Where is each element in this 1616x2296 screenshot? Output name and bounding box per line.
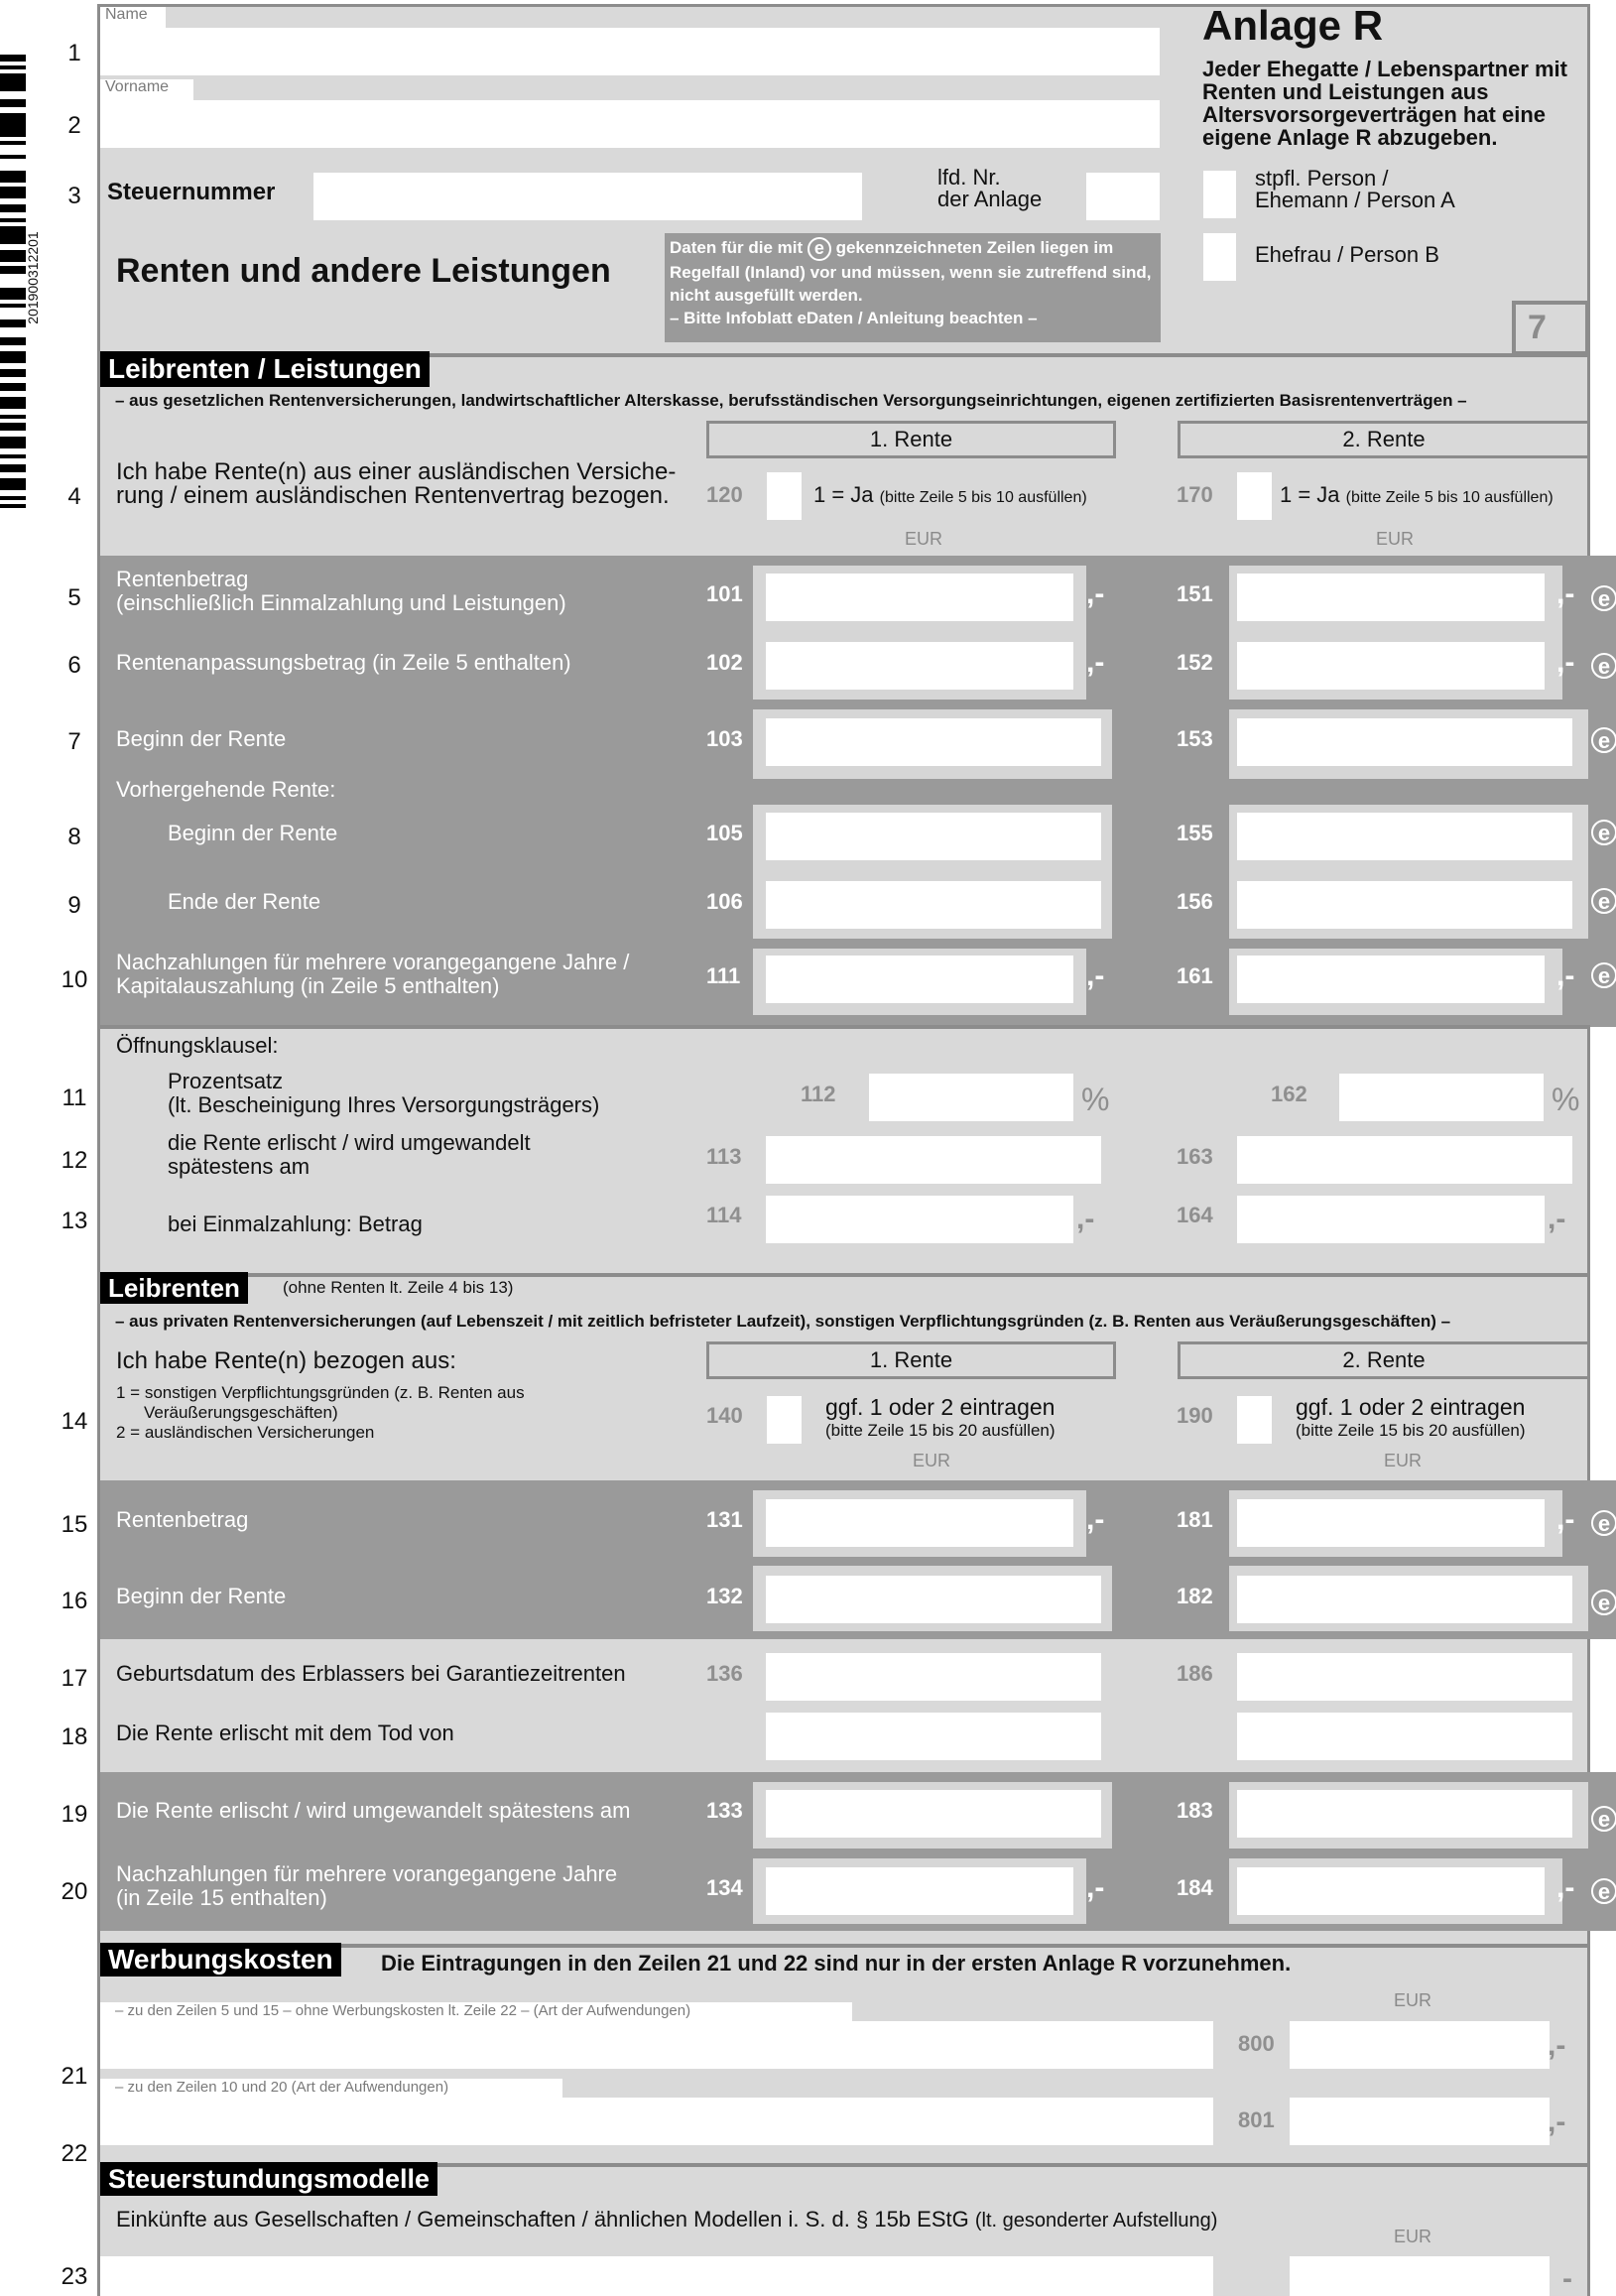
code-103: 103	[706, 726, 743, 751]
oeffnungsklausel-label: Öffnungsklausel:	[116, 1033, 279, 1058]
code-152: 152	[1177, 650, 1213, 675]
code-140: 140	[706, 1403, 743, 1428]
field-800[interactable]	[1290, 2021, 1550, 2069]
e-data-icon: e	[1591, 962, 1616, 988]
field-190[interactable]	[1237, 1396, 1272, 1444]
e-data-icon: e	[1591, 820, 1616, 845]
section-title-steuerstundungsmodelle: Steuerstundungsmodelle	[100, 2162, 437, 2196]
field-152[interactable]	[1237, 642, 1545, 690]
comma-dash: ,-	[1086, 577, 1105, 610]
e-data-icon: e	[1591, 888, 1616, 914]
field-140[interactable]	[767, 1396, 802, 1444]
werbungskosten-note: Die Eintragungen in den Zeilen 21 und 22 sind nur in der ersten Anlage R vorzunehmen.	[381, 1951, 1292, 1976]
code-163: 163	[1177, 1144, 1213, 1169]
code-136: 136	[706, 1661, 743, 1686]
field-162[interactable]	[1339, 1074, 1544, 1121]
code-186: 186	[1177, 1661, 1213, 1686]
row14-label: Ich habe Rente(n) bezogen aus:	[116, 1347, 456, 1374]
code-101: 101	[706, 581, 743, 606]
row21-label: – zu den Zeilen 5 und 15 – ohne Werbungskosten lt. Zeile 22 – (Art der Aufwendungen)	[115, 2002, 691, 2019]
lfd-nr-label: lfd. Nr. der Anlage	[937, 165, 1043, 211]
field-801[interactable]	[1290, 2098, 1550, 2145]
code-155: 155	[1177, 821, 1213, 845]
field-105[interactable]	[766, 813, 1101, 860]
field-181[interactable]	[1237, 1499, 1545, 1547]
code-190: 190	[1177, 1403, 1213, 1428]
line-number: 5	[67, 584, 81, 611]
line-number: 1	[67, 40, 81, 66]
row14-hint-2: ggf. 1 oder 2 eintragen (bitte Zeile 15 bis 20 ausfüllen)	[1296, 1394, 1526, 1440]
name-input[interactable]	[100, 28, 1160, 75]
field-155[interactable]	[1237, 813, 1572, 860]
vorhergehende-rente-label: Vorhergehende Rente:	[116, 777, 336, 802]
line-number: 19	[61, 1801, 88, 1828]
field-133[interactable]	[766, 1790, 1101, 1838]
line-number: 18	[61, 1723, 88, 1750]
eur-label: EUR	[1376, 529, 1415, 549]
field-186[interactable]	[1237, 1653, 1572, 1701]
field-120[interactable]	[767, 472, 802, 520]
section-title-leibrenten-leistungen: Leibrenten / Leistungen	[100, 351, 430, 387]
code-161: 161	[1177, 963, 1213, 988]
field-183[interactable]	[1237, 1790, 1572, 1838]
e-data-icon: e	[1591, 585, 1616, 611]
code-162: 162	[1271, 1082, 1307, 1106]
code-182: 182	[1177, 1584, 1213, 1608]
col-header-1-rente: 1. Rente	[706, 1341, 1116, 1379]
row5-label: Rentenbetrag (einschließlich Einmalzahlung und Leistungen)	[116, 567, 566, 615]
line-number: 20	[61, 1878, 88, 1905]
person-a-label: stpfl. Person / Ehemann / Person A	[1255, 166, 1455, 212]
comma-dash: ,-	[1556, 646, 1575, 679]
field-111[interactable]	[766, 956, 1073, 1003]
page-title: Renten und andere Leistungen	[116, 252, 611, 290]
row4-label: Ich habe Rente(n) aus einer ausländischen Versiche- rung / einem ausländischen Rentenvertrag bezogen.	[116, 458, 677, 509]
field-101[interactable]	[766, 574, 1073, 621]
field-151[interactable]	[1237, 574, 1545, 621]
code-112: 112	[801, 1082, 836, 1106]
code-153: 153	[1177, 726, 1213, 751]
comma-dash: ,-	[1086, 1503, 1105, 1536]
line-number: 11	[62, 1084, 87, 1111]
comma-dash: ,-	[1556, 959, 1575, 992]
field-102[interactable]	[766, 642, 1073, 690]
line-number: 6	[67, 652, 81, 679]
comma-dash: ,-	[1556, 1503, 1575, 1536]
field-112[interactable]	[869, 1074, 1073, 1121]
e-data-icon: e	[1591, 1878, 1616, 1904]
line-number: 14	[61, 1408, 88, 1435]
section2-title-note: (ohne Renten lt. Zeile 4 bis 13)	[283, 1278, 514, 1297]
row4-option-1: 1 = Ja (bitte Zeile 5 bis 10 ausfüllen)	[813, 482, 1087, 507]
field-134[interactable]	[766, 1867, 1073, 1915]
field-row18-2[interactable]	[1237, 1713, 1572, 1760]
row22-description-input[interactable]	[100, 2098, 1213, 2145]
code-164: 164	[1177, 1203, 1213, 1227]
row4-option-2: 1 = Ja (bitte Zeile 5 bis 10 ausfüllen)	[1280, 482, 1554, 507]
line-number: 12	[61, 1147, 88, 1174]
form-title: Anlage R	[1202, 2, 1384, 49]
field-153[interactable]	[1237, 718, 1572, 766]
code-151: 151	[1177, 581, 1213, 606]
code-183: 183	[1177, 1798, 1213, 1823]
row18-label: Die Rente erlischt mit dem Tod von	[116, 1721, 454, 1745]
line-number: 4	[67, 483, 81, 510]
row14-options: 1 = sonstigen Verpflichtungsgründen (z. B. Renten aus Veräußerungsgeschäften) 2 = ausländischen Versicherungen	[116, 1383, 525, 1442]
code-184: 184	[1177, 1875, 1213, 1900]
field-row23-amount[interactable]	[1290, 2256, 1550, 2296]
row11-label: Prozentsatz (lt. Bescheinigung Ihres Versorgungsträgers)	[168, 1069, 600, 1117]
row23-description-input[interactable]	[100, 2256, 1213, 2296]
comma-dash: ,-	[1556, 577, 1575, 610]
section-divider	[100, 1025, 1590, 1029]
row6-label: Rentenanpassungsbetrag (in Zeile 5 enthalten)	[116, 650, 571, 675]
code-114: 114	[706, 1203, 742, 1227]
col-header-2-rente: 2. Rente	[1178, 1341, 1590, 1379]
eur-label: EUR	[1394, 2227, 1432, 2246]
e-data-icon: e	[1591, 1590, 1616, 1615]
code-111: 111	[706, 963, 741, 988]
code-170: 170	[1177, 482, 1213, 507]
row19-label: Die Rente erlischt / wird umgewandelt spätestens am	[116, 1798, 631, 1823]
comma-dash: ,-	[1086, 646, 1105, 679]
e-data-icon: e	[1591, 1806, 1616, 1832]
line-number: 16	[61, 1588, 88, 1614]
form-note: Jeder Ehegatte / Lebenspartner mit Renten und Leistungen aus Altersvorsorgeverträgen hat eine eigene Anlage R abzugeben.	[1202, 57, 1567, 150]
person-b-label: Ehefrau / Person B	[1255, 242, 1439, 267]
line-number: 13	[61, 1208, 88, 1234]
row17-label: Geburtsdatum des Erblassers bei Garantiezeitrenten	[116, 1661, 626, 1686]
field-106[interactable]	[766, 881, 1101, 929]
section-title-werbungskosten: Werbungskosten	[100, 1943, 341, 1977]
lfd-nr-input[interactable]	[1086, 173, 1160, 220]
line-number: 7	[67, 728, 81, 755]
vorname-input[interactable]	[100, 100, 1160, 148]
percent-sign: %	[1552, 1082, 1580, 1117]
code-156: 156	[1177, 889, 1213, 914]
row13-label: bei Einmalzahlung: Betrag	[168, 1212, 423, 1236]
code-105: 105	[706, 821, 743, 845]
e-data-icon: e	[1591, 653, 1616, 679]
col-header-2-rente: 2. Rente	[1178, 421, 1590, 458]
row14-hint-1: ggf. 1 oder 2 eintragen (bitte Zeile 15 bis 20 ausfüllen)	[825, 1394, 1056, 1440]
steuernummer-label: Steuernummer	[107, 179, 276, 205]
line-number: 15	[61, 1511, 88, 1538]
row16-label: Beginn der Rente	[116, 1584, 287, 1608]
code-120: 120	[706, 482, 743, 507]
line-number: 23	[61, 2263, 88, 2290]
section-title-leibrenten: Leibrenten	[100, 1272, 248, 1304]
code-106: 106	[706, 889, 743, 914]
line-number: 17	[61, 1665, 88, 1692]
name-label: Name	[105, 6, 148, 23]
steuerstundung-label: Einkünfte aus Gesellschaften / Gemeinschaften / ähnlichen Modellen i. S. d. § 15b EStG (lt. gesonderter Aufstellung)	[116, 2207, 1218, 2232]
field-113[interactable]	[766, 1136, 1101, 1184]
comma-dash: ,-	[1086, 959, 1105, 992]
row22-label: – zu den Zeilen 10 und 20 (Art der Aufwendungen)	[115, 2079, 449, 2096]
code-133: 133	[706, 1798, 743, 1823]
barcode-number: 201900312201	[25, 231, 41, 324]
percent-sign: %	[1081, 1082, 1110, 1117]
line-number: 22	[61, 2140, 88, 2167]
code-131: 131	[706, 1507, 743, 1532]
line-number: 10	[61, 966, 88, 993]
field-184[interactable]	[1237, 1867, 1545, 1915]
line-number: 3	[67, 183, 81, 209]
comma-dash: ,-	[1556, 1871, 1575, 1904]
row20-label: Nachzahlungen für mehrere vorangegangene Jahre (in Zeile 15 enthalten)	[116, 1861, 618, 1910]
field-131[interactable]	[766, 1499, 1073, 1547]
eur-label: EUR	[905, 529, 943, 549]
field-182[interactable]	[1237, 1576, 1572, 1623]
row15-label: Rentenbetrag	[116, 1507, 249, 1532]
line-number: 2	[67, 112, 81, 139]
code-113: 113	[706, 1144, 742, 1169]
field-103[interactable]	[766, 718, 1101, 766]
comma-dash: ,-	[1548, 2105, 1566, 2138]
code-132: 132	[706, 1584, 743, 1608]
line-number: 8	[67, 824, 81, 850]
code-181: 181	[1177, 1507, 1213, 1532]
field-114[interactable]	[766, 1196, 1073, 1243]
section-divider	[100, 1273, 1590, 1277]
eur-label: EUR	[1394, 1990, 1432, 2010]
line-number: 21	[61, 2063, 88, 2090]
comma-dash: ,-	[1086, 1871, 1105, 1904]
code-800: 800	[1238, 2031, 1275, 2056]
field-row18-1[interactable]	[766, 1713, 1101, 1760]
comma-dash: ,-	[1076, 1203, 1095, 1235]
eur-label: EUR	[913, 1451, 951, 1470]
comma-dash: ,-	[1548, 2029, 1566, 2062]
field-132[interactable]	[766, 1576, 1101, 1623]
section1-subtitle: – aus gesetzlichen Rentenversicherungen, landwirtschaftlicher Alterskasse, berufsständischen Versorgungseinrichtungen, eigenen zertifizierten Basisrentenverträgen –	[115, 391, 1467, 410]
code-801: 801	[1238, 2107, 1275, 2132]
edaten-note: Daten für die mit e gekennzeichneten Zeilen liegen im Regelfall (Inland) vor und müssen, wenn sie zutreffend sind, nicht ausgefüllt werden. – Bitte Infoblatt eDaten / Anleitung beachten –	[665, 233, 1161, 342]
col-header-1-rente: 1. Rente	[706, 421, 1116, 458]
row21-description-input[interactable]	[100, 2021, 1213, 2069]
row7-label: Beginn der Rente	[116, 726, 287, 751]
section2-subtitle: – aus privaten Rentenversicherungen (auf Lebenszeit / mit zeitlich befristeter Laufzeit), sonstigen Verpflichtungsgründen (z. B. Renten aus Veräußerungsgeschäften) –	[115, 1312, 1451, 1331]
field-170[interactable]	[1237, 472, 1272, 520]
steuernummer-input[interactable]	[313, 173, 862, 220]
dash: -	[1562, 2262, 1572, 2295]
row12-label: die Rente erlischt / wird umgewandelt spätestens am	[168, 1130, 531, 1179]
field-136[interactable]	[766, 1653, 1101, 1701]
row8-label: Beginn der Rente	[168, 821, 338, 845]
field-164[interactable]	[1237, 1196, 1545, 1243]
comma-dash: ,-	[1548, 1203, 1566, 1235]
eur-label: EUR	[1384, 1451, 1423, 1470]
vorname-label: Vorname	[105, 78, 170, 95]
person-a-checkbox[interactable]	[1203, 171, 1236, 218]
page-number: 7	[1512, 301, 1589, 355]
row10-label: Nachzahlungen für mehrere vorangegangene Jahre / Kapitalauszahlung (in Zeile 5 enthalten)	[116, 950, 630, 998]
field-156[interactable]	[1237, 881, 1572, 929]
line-number: 9	[67, 892, 81, 919]
field-163[interactable]	[1237, 1136, 1572, 1184]
code-134: 134	[706, 1875, 743, 1900]
e-data-icon: e	[1591, 727, 1616, 753]
e-data-icon: e	[1591, 1510, 1616, 1536]
e-data-icon: e	[808, 237, 831, 261]
person-b-checkbox[interactable]	[1203, 233, 1236, 281]
field-161[interactable]	[1237, 956, 1545, 1003]
code-102: 102	[706, 650, 743, 675]
row9-label: Ende der Rente	[168, 889, 321, 914]
